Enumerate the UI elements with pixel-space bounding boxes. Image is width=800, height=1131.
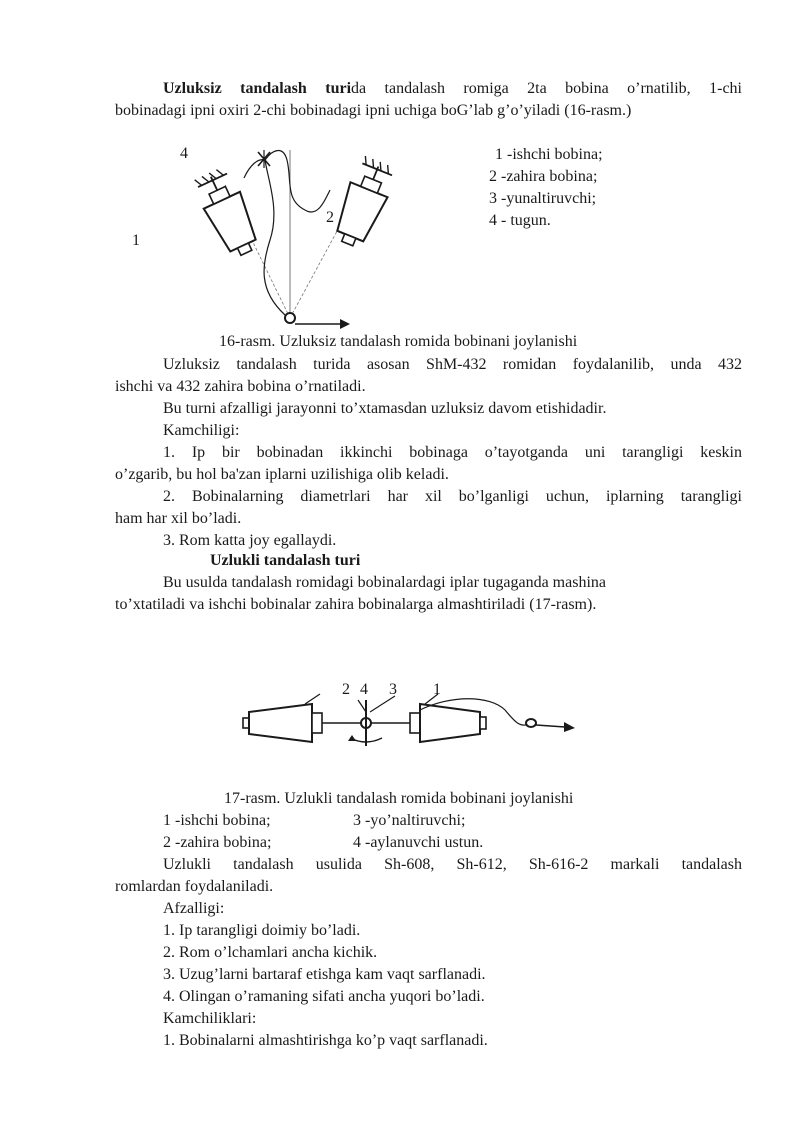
drawback-3: 3. Rom katta joy egallaydi. xyxy=(163,532,337,549)
drawbacks-title: Kamchiligi: xyxy=(163,422,240,439)
fig17-legend-4: 4 -aylanuvchi ustun. xyxy=(353,834,484,851)
para1-line-1: Uzluksiz tandalash turida asosan ShM-432 romidan foydalanilib, unda 432 xyxy=(163,356,742,373)
advantage-item: 2. Rom o’lchamlari ancha kichik. xyxy=(163,944,378,961)
figure-16-diagram xyxy=(0,135,800,335)
fig16-legend-2: 2 -zahira bobina; xyxy=(489,168,598,185)
intro-line-2: bobinadagi ipni oxiri 2-chi bobinadagi ipni uchiga boG’lab g’o’yiladi (16-rasm.) xyxy=(115,102,632,119)
reserve-bobbin xyxy=(329,154,399,251)
fig17-legend-2: 2 -zahira bobina; xyxy=(163,834,272,851)
output-arrow-line-17 xyxy=(536,725,565,727)
fig16-legend-1: 1 -ishchi bobina; xyxy=(495,146,603,163)
intro-line-1 xyxy=(163,78,742,100)
fig16-legend-4: 4 - tugun. xyxy=(489,212,551,229)
advantages-title: Afzalligi: xyxy=(163,900,225,917)
output-arrow-head-17 xyxy=(564,722,575,732)
section-heading-continuous: Uzluksiz tandalash turi xyxy=(163,80,352,97)
drawback-2-line-2: ham har xil bo’ladi. xyxy=(115,510,242,527)
para1-line-2: ishchi va 432 zahira bobina o’rnatiladi. xyxy=(115,378,366,395)
reserve-bobbin-horizontal xyxy=(243,694,322,742)
fig17-label-1: 1 xyxy=(433,681,441,698)
drawback-2-line-1: 2. Bobinalarning diametrlari har xil bo’lganligi uchun, iplarning tarangligi xyxy=(163,488,742,505)
advantage-text: Bu turni afzalligi jarayonni to’xtamasdan uzluksiz davom etishidadir. xyxy=(163,400,607,417)
fig16-legend-3: 3 -yunaltiruvchi; xyxy=(489,190,597,207)
advantage-item: 4. Olingan o’ramaning sifati ancha yuqori bo’ladi. xyxy=(163,988,485,1005)
rotating-stand xyxy=(322,696,410,746)
figure-16-caption: 16-rasm. Uzluksiz tandalash romida bobinani joylanishi xyxy=(219,333,578,350)
working-bobbin-horizontal xyxy=(410,694,530,742)
section2-line-1: Bu usulda tandalash romidagi bobinalardagi iplar tugaganda mashina xyxy=(163,574,606,591)
guide-eye xyxy=(285,313,295,323)
drawback-1-line-2: o’zgarib, bu hol ba'zan iplarni uzilishiga olib keladi. xyxy=(115,466,449,483)
fig17-legend-3: 3 -yo’naltiruvchi; xyxy=(353,812,466,829)
label-4: 4 xyxy=(180,145,188,162)
drawbacks2-title: Kamchiliklari: xyxy=(163,1010,257,1027)
fig17-legend-1: 1 -ishchi bobina; xyxy=(163,812,271,829)
section2-line-2: to’xtatiladi va ishchi bobinalar zahira bobinalarga almashtiriladi (17-rasm). xyxy=(115,596,597,613)
output-arrow-head xyxy=(340,319,350,329)
working-bobbin xyxy=(191,165,264,262)
label-2: 2 xyxy=(326,209,334,226)
fig17-label-3: 3 xyxy=(389,681,397,698)
label-1: 1 xyxy=(132,232,140,249)
figure-17-diagram xyxy=(0,670,800,780)
para2-line-2: romlardan foydalaniladi. xyxy=(115,878,274,895)
drawback2-item: 1. Bobinalarni almashtirishga ko’p vaqt sarflanadi. xyxy=(163,1032,488,1049)
advantage-item: 1. Ip tarangligi doimiy bo’ladi. xyxy=(163,922,361,939)
advantage-item: 3. Uzug’larni bartaraf etishga kam vaqt sarflanadi. xyxy=(163,966,486,983)
figure-17-caption: 17-rasm. Uzlukli tandalash romida bobinani joylanishi xyxy=(224,790,574,807)
para2-line-1: Uzlukli tandalash usulida Sh-608, Sh-612, Sh-616-2 markali tandalash xyxy=(163,856,742,873)
fig17-label-4: 4 xyxy=(360,681,368,698)
drawback-1-line-1: 1. Ip bir bobinadan ikkinchi bobinaga o’tayotganda uni tarangligi keskin xyxy=(163,444,742,461)
knot-mark xyxy=(258,150,270,168)
intro-text: da tandalash romiga 2ta bobina o’rnatilib, 1-chi xyxy=(351,80,742,97)
guide-eye-horizontal xyxy=(526,719,536,727)
section-heading-intermittent: Uzlukli tandalash turi xyxy=(210,552,361,569)
yarn-path xyxy=(244,151,330,315)
fig17-label-2: 2 xyxy=(342,681,350,698)
